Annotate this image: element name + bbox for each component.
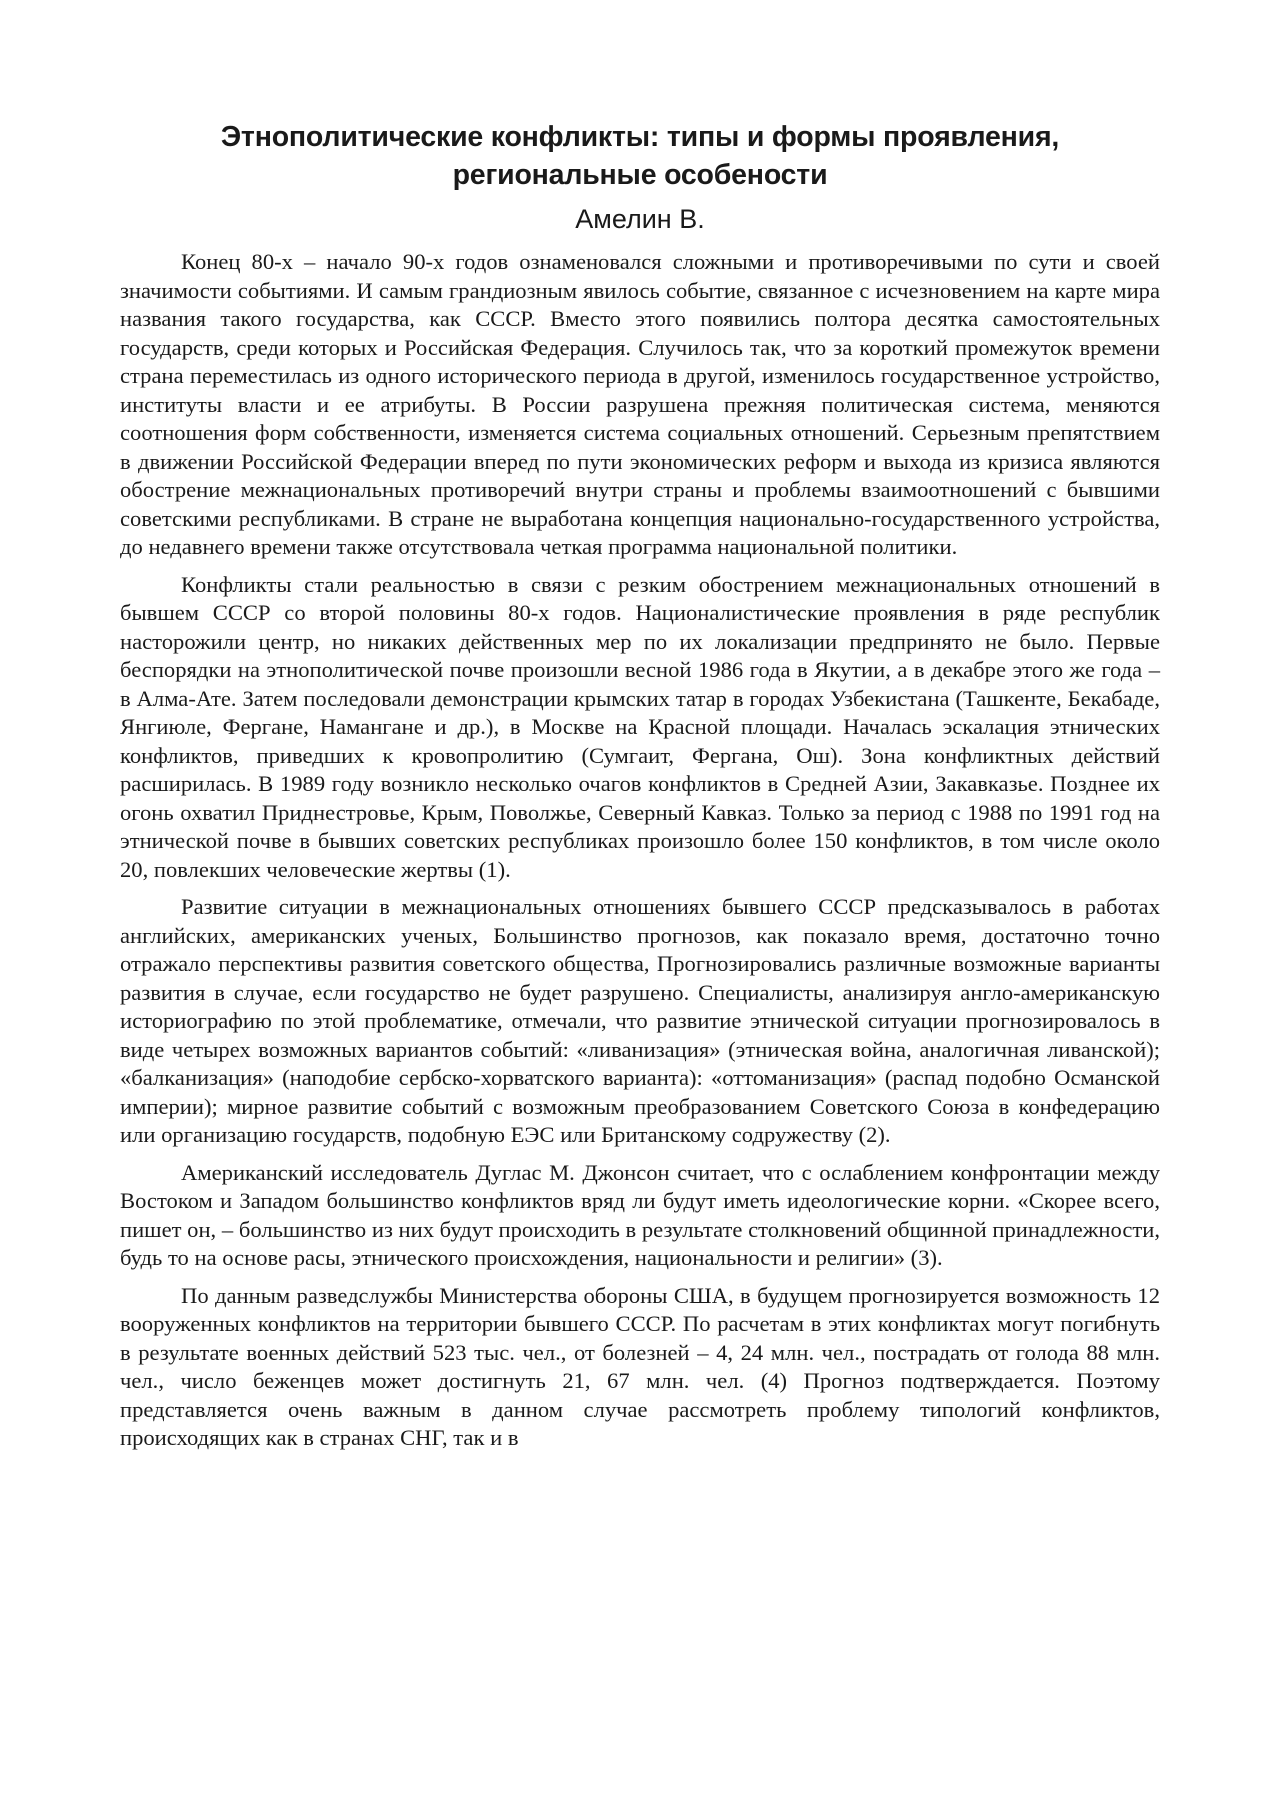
paragraph-4: Американский исследователь Дуглас М. Джонсон считает, что с ослаблением конфронтации между Востоком и Западом большинство конфликтов вряд ли будут иметь идеологические корни. «Скорее всего, пишет он, – большинство из них будут происходить в результате столкновений общинной принадлежности, будь то на основе расы, этнического происхождения, национальности и религии» (3).	[120, 1159, 1160, 1270]
title-line-1: Этнополитические конфликты: типы и формы проявления,	[220, 121, 1060, 153]
document-author: Амелин В.	[575, 204, 705, 234]
paragraph-5: По данным разведслужбы Министерства обороны США, в будущем прогнозируется возможность 12 вооруженных конфликтов на территории бывшего СССР. По расчетам в этих конфликтах могут погибнуть в результате военных действий 523 тыс. чел., от болезней – 4, 24 млн. чел., пострадать от голода 88 млн. чел., число беженцев может достигнуть 21, 67 млн. чел. (4) Прогноз подтверждается. Поэтому представляется очень важным в данном случае рассмотреть проблему типологий конфликтов, происходящих как в странах СНГ, так и в	[120, 1282, 1160, 1450]
paragraph-1: Конец 80-х – начало 90-х годов ознаменовался сложными и противоречивыми по сути и своей значимости событиями. И самым грандиозным явилось событие, связанное с исчезновением на карте мира названия такого государства, как СССР. Вместо этого появились полтора десятка самостоятельных государств, среди которых и Российская Федерация. Случилось так, что за короткий промежуток времени страна переместилась из одного исторического периода в другой, изменилось государственное устройство, институты власти и ее атрибуты. В России разрушена прежняя политическая система, меняются соотношения форм собственности, изменяется система социальных отношений. Серьезным препятствием в движении Российской Федерации вперед по пути экономических реформ и выхода из кризиса являются обострение межнациональных противоречий внутри страны и проблемы взаимоотношений с бывшими советскими республиками. В стране не выработана концепция национально-государственного устройства, до недавнего времени также отсутствовала четкая программа национальной политики.	[120, 249, 1160, 559]
paragraph-2: Конфликты стали реальностью в связи с резким обострением межнациональных отношений в бывшем СССР со второй половины 80-х годов. Националистические проявления в ряде республик насторожили центр, но никаких действенных мер по их локализации предпринято не было. Первые беспорядки на этнополитической почве произошли весной 1986 года в Якутии, а в декабре этого же года – в Алма-Ате. Затем последовали демонстрации крымских татар в городах Узбекистана (Ташкенте, Бекабаде, Янгиюле, Фергане, Намангане и др.), в Москве на Красной площади. Началась эскалация этнических конфликтов, приведших к кровопролитию (Сумгаит, Фергана, Ош). Зона конфликтных действий расширилась. В 1989 году возникло несколько очагов конфликтов в Средней Азии, Закавказье. Позднее их огонь охватил Приднестровье, Крым, Поволжье, Северный Кавказ. Только за период с 1988 по 1991 год на этнической почве в бывших советских республиках произошло более 150 конфликтов, в том числе около 20, повлекших человеческие жертвы (1).	[120, 571, 1160, 882]
document-content	[120, 118, 1160, 1462]
title-line-2: региональные особености	[452, 159, 828, 191]
document-title	[120, 118, 1160, 194]
paragraph-3: Развитие ситуации в межнациональных отношениях бывшего СССР предсказывалось в работах английских, американских ученых, Большинство прогнозов, как показало время, достаточно точно отражало перспективы развития советского общества, Прогнозировались различные возможные варианты развития в случае, если государство не будет разрушено. Специалисты, анализируя англо-американскую историографию по этой проблематике, отмечали, что развитие этнической ситуации прогнозировалось в виде четырех возможных вариантов событий: «ливанизация» (этническая война, аналогичная ливанской); «балканизация» (наподобие сербско-хорватского варианта): «оттоманизация» (распад подобно Османской империи); мирное развитие событий с возможным преобразованием Советского Союза в конфедерацию или организацию государств, подобную ЕЭС или Британскому содружеству (2).	[120, 894, 1160, 1147]
